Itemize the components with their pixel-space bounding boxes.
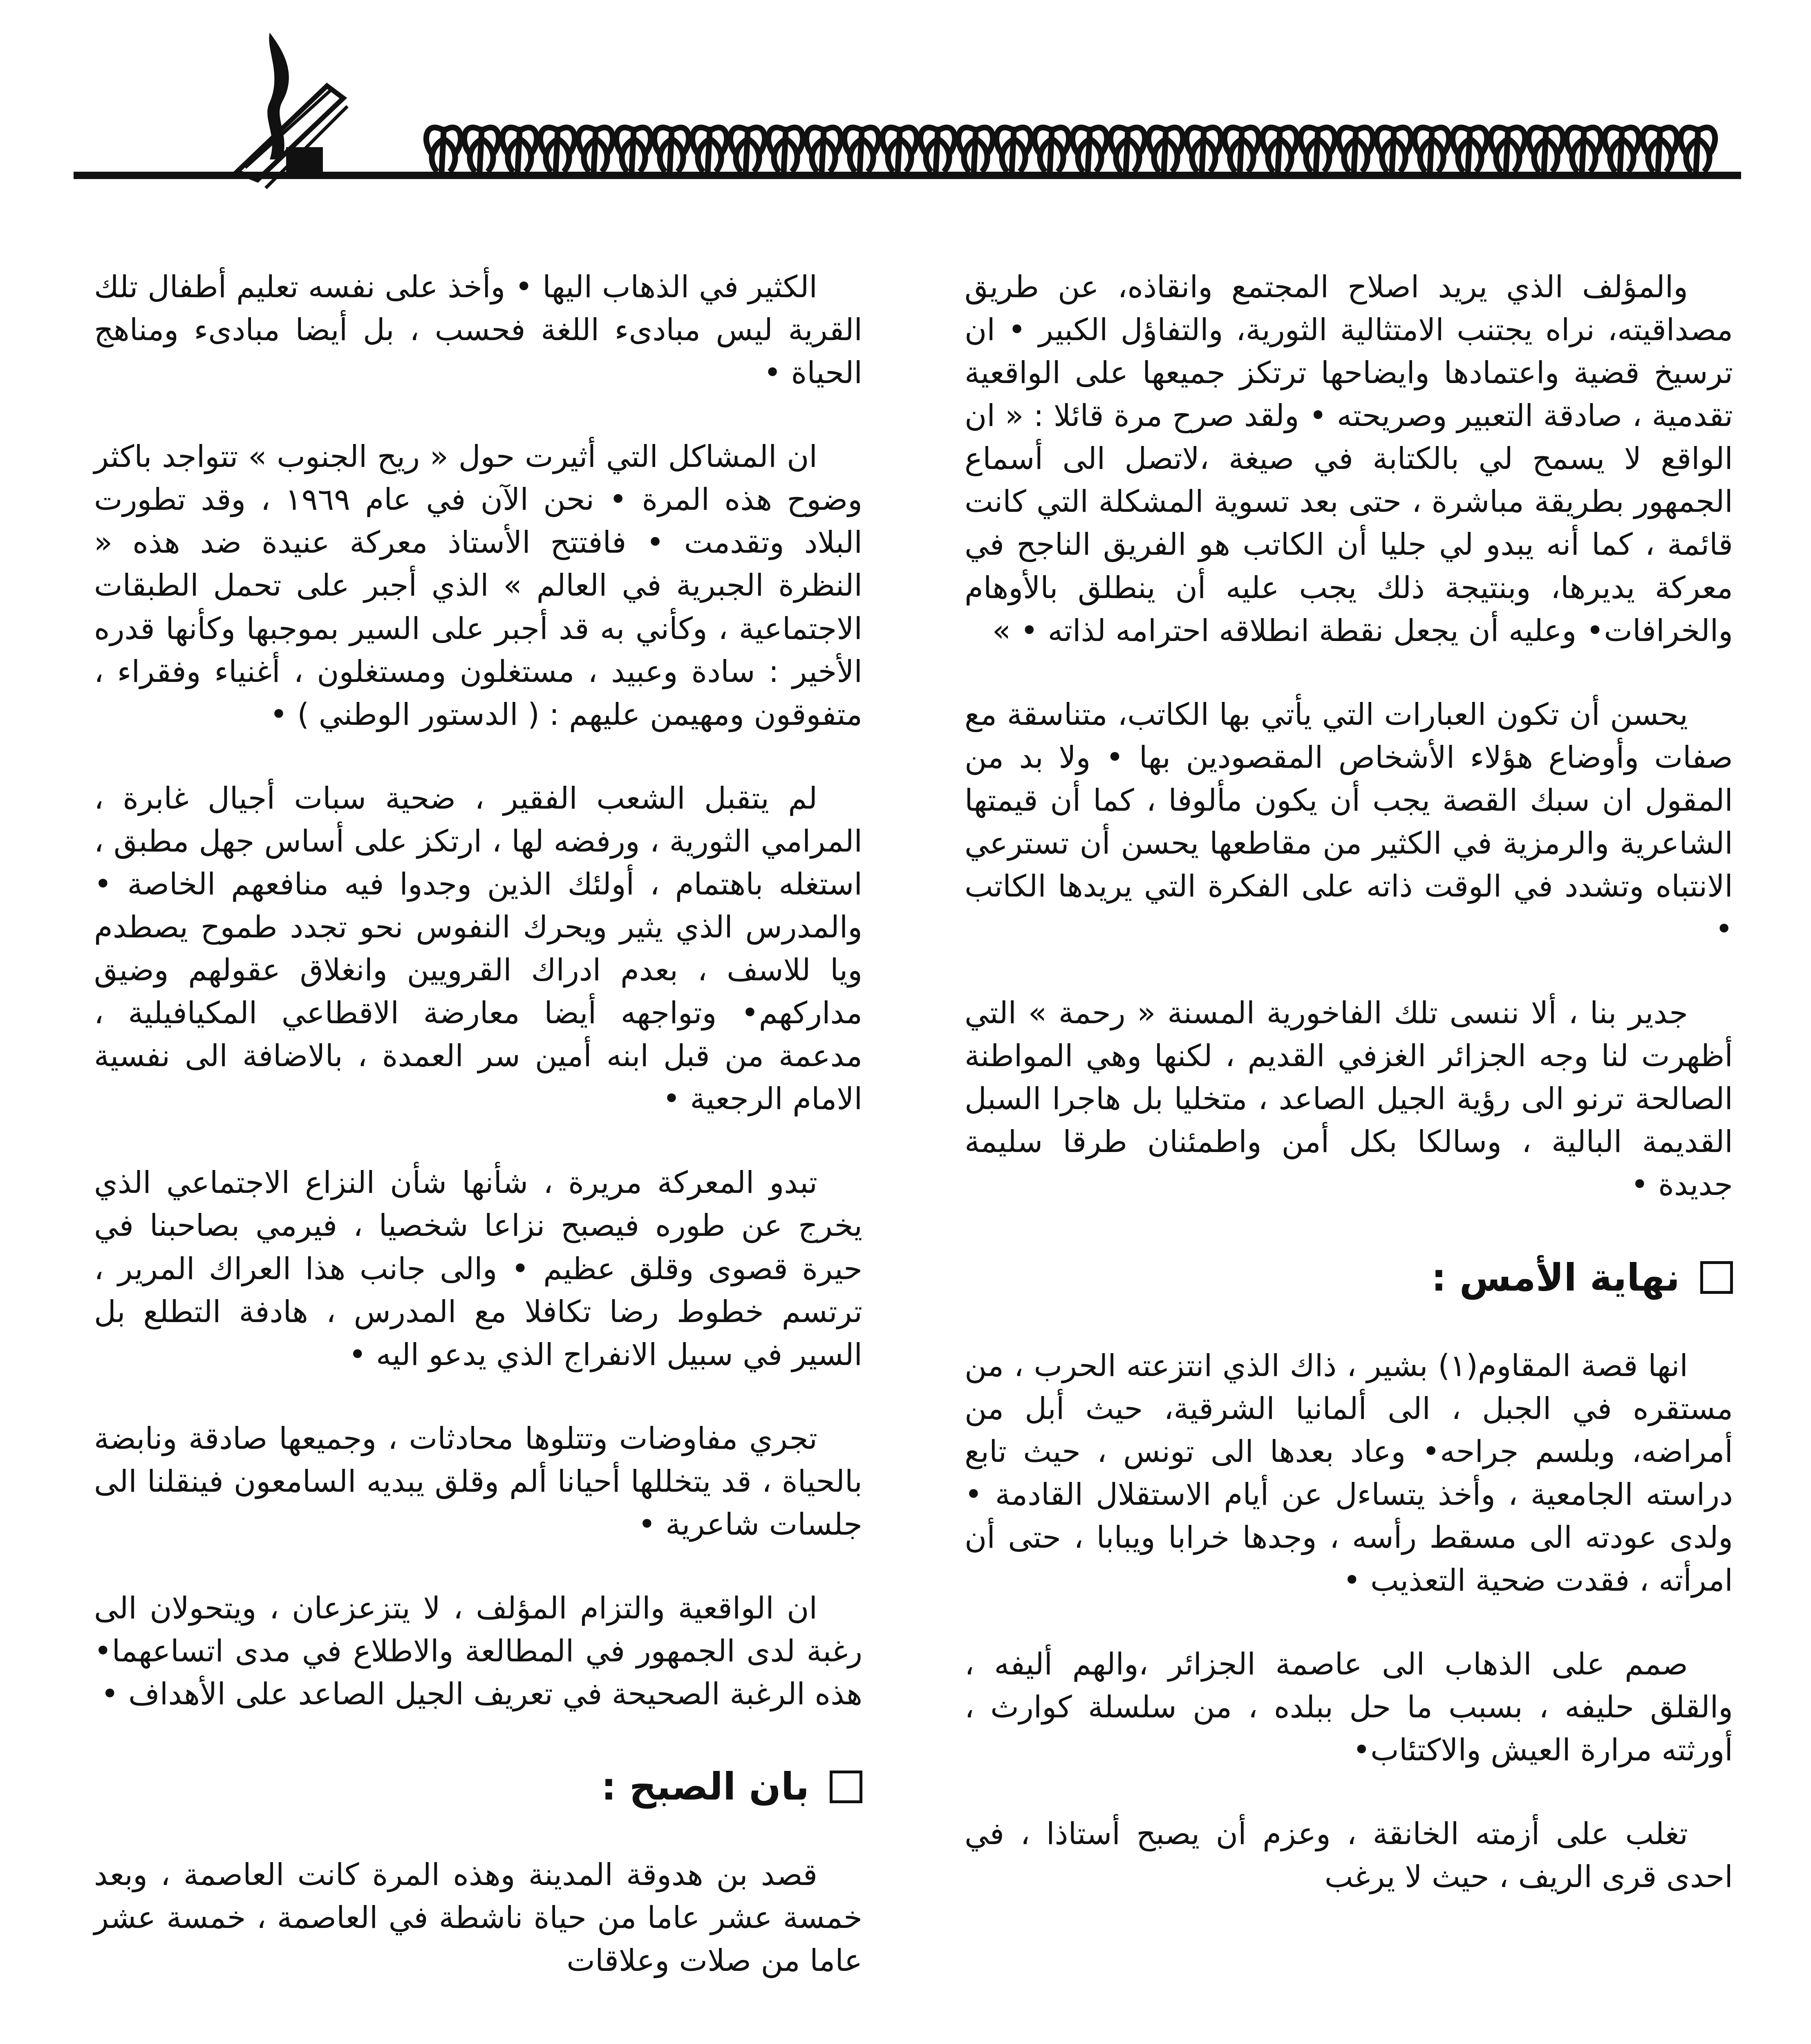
palm-ornament bbox=[882, 127, 917, 176]
palm-ornament bbox=[1605, 127, 1639, 176]
section-heading bbox=[94, 1765, 862, 1809]
palm-ornament bbox=[1339, 127, 1373, 176]
header-ornament bbox=[74, 25, 1741, 204]
palm-ornament bbox=[692, 127, 727, 176]
palm-ornament bbox=[616, 127, 651, 176]
palm-ornament bbox=[1072, 127, 1107, 176]
palm-ornament bbox=[920, 127, 955, 176]
pen-and-inkwell-icon bbox=[237, 33, 347, 188]
palm-ornament bbox=[1224, 127, 1259, 176]
palm-ornament bbox=[464, 127, 499, 176]
palm-ornament bbox=[806, 127, 841, 176]
palm-ornament bbox=[1643, 127, 1677, 176]
left-column bbox=[94, 266, 862, 2024]
paragraph: تغلب على أزمته الخانقة ، وعزم أن يصبح أستاذا ، في احدى قرى الريف ، حيث لا يرغب bbox=[965, 1816, 1733, 1895]
paragraph: لم يتقبل الشعب الفقير ، ضحية سبات أجيال غابرة ، المرامي الثورية ، ورفضه لها ، ارتكز على أساس جهل مطبق ، استغله باهتمام ، أولئك الذين وجدوا فيه منافعهم الخاصة • والمدرس الذي يثير ويحرك النفوس نحو تجدد طموح يصطدم ويا للاسف ، بعدم ادراك القرويين وانغلاق عقولهم وضيق مداركهم• وتواجهه أيضا معارضة الاقطاعي المكيافيلية ، مدعمة من قبل ابنه أمين سر العمدة ، بالاضافة الى نفسية الامام الرجعية • bbox=[94, 780, 862, 1117]
section-heading-text: بان الصبح : bbox=[601, 1765, 809, 1809]
palm-ornament bbox=[730, 127, 765, 176]
palm-ornament bbox=[1681, 127, 1715, 176]
section-heading-text: نهاية الأمس : bbox=[1431, 1255, 1680, 1300]
paragraph: ان المشاكل التي أثيرت حول « ريح الجنوب » تتواجد باكثر وضوح هذه المرة • نحن الآن في عام ١٩٦٩ ، وقد تطورت البلاد وتقدمت • فافتتح الأستاذ معركة عنيدة ضد هذه « النظرة الجبرية في العالم » الذي أجبر على تحمل الطبقات الاجتماعية ، وكأني به قد أجبر على السير بموجبها وكأنها قدره الأخير : سادة وعبيد ، مستغلون ومستغلون ، أغنياء وفقراء ، متفوقون ومهيمن عليهم : ( الدستور الوطني ) • bbox=[94, 439, 862, 732]
palm-ornament bbox=[1529, 127, 1563, 176]
paragraph: الكثير في الذهاب اليها • وأخذ على نفسه تعليم أطفال تلك القرية ليس مبادىء اللغة فحسب ، بل أيضا مبادىء ومناهج الحياة • bbox=[94, 269, 862, 391]
palm-ornament bbox=[1110, 127, 1145, 176]
palm-ornament bbox=[1567, 127, 1601, 176]
palm-ornament bbox=[1415, 127, 1449, 176]
palm-ornament bbox=[1186, 127, 1221, 176]
palm-ornament bbox=[502, 127, 537, 176]
palm-ornament bbox=[1453, 127, 1487, 176]
paragraph: قصد بن هدوقة المدينة وهذه المرة كانت العاصمة ، وبعد خمسة عشر عاما من حياة ناشطة في العاصمة ، خمسة عشر عاما من صلات وعلاقات bbox=[94, 1857, 862, 1979]
palm-ornament bbox=[1034, 127, 1069, 176]
palm-frieze bbox=[426, 127, 1715, 176]
paragraph: والمؤلف الذي يريد اصلاح المجتمع وانقاذه، عن طريق مصداقيته، نراه يجتنب الامتثالية الثورية، والتفاؤل الكبير • ان ترسيخ قضية واعتمادها وايضاحها ترتكز جميعها على الواقعية تقدمية ، صادقة التعبير وصريحته • ولقد صرح مرة قائلا : « ان الواقع لا يسمح لي بالكتابة في صيغة ،لاتصل الى أسماع الجمهور بطريقة مباشرة ، حتى بعد تسوية المشكلة التي كانت قائمة ، كما أنه يبدو لي جليا أن الكاتب هو الفريق الناجح في معركة يديرها، وبنتيجة ذلك يجب عليه أن ينطلق بالأوهام والخرافات• وعليه أن يجعل نقطة انطلاقه احترامه لذاته • » bbox=[965, 269, 1733, 648]
paragraph: صمم على الذهاب الى عاصمة الجزائر ،والهم أليفه ، والقلق حليفه ، بسبب ما حل ببلده ، من سلسلة كوارث ، أورثته مرارة العيش والاكتئاب• bbox=[965, 1647, 1733, 1768]
paragraph: تبدو المعركة مريرة ، شأنها شأن النزاع الاجتماعي الذي يخرج عن طوره فيصبح نزاعا شخصيا ، فيرمي بصاحبنا في حيرة قصوى وقلق عظيم • والى جانب هذا العراك المرير ، ترتسم خطوط رضا تكافلا مع المدرس ، هادفة التطلع بل السير في سبيل الانفراج الذي يدعو اليه • bbox=[94, 1165, 862, 1372]
palm-ornament bbox=[958, 127, 993, 176]
palm-frieze-decoration bbox=[74, 25, 1741, 204]
right-column bbox=[965, 266, 1733, 1939]
palm-ornament bbox=[578, 127, 613, 176]
palm-ornament bbox=[1377, 127, 1411, 176]
paragraph: يحسن أن تكون العبارات التي يأتي بها الكاتب، متناسقة مع صفات وأوضاع هؤلاء الأشخاص المقصودين بها • ولا بد من المقول ان سبك القصة يجب أن يكون مألوفا ، كما أن قيمتها الشاعرية والرمزية في الكثير من مقاطعها يحسن أن تسترعي الانتباه وتشدد في الوقت ذاته على الفكرة التي يريدها الكاتب • bbox=[965, 697, 1733, 947]
palm-ornament bbox=[1263, 127, 1297, 176]
paragraph: ان الواقعية والتزام المؤلف ، لا يتزعزعان ، ويتحولان الى رغبة لدى الجمهور في المطالعة والاطلاع في مدى اتساعهما• هذه الرغبة الصحيحة في تعريف الجيل الصاعد على الأهداف • bbox=[94, 1591, 862, 1712]
palm-ornament bbox=[1148, 127, 1183, 176]
checkbox-square-icon bbox=[830, 1771, 862, 1803]
palm-ornament bbox=[1491, 127, 1525, 176]
palm-ornament bbox=[654, 127, 689, 176]
palm-ornament bbox=[768, 127, 803, 176]
palm-ornament bbox=[996, 127, 1031, 176]
section-heading bbox=[965, 1256, 1733, 1300]
paragraph: تجري مفاوضات وتتلوها محادثات ، وجميعها صادقة ونابضة بالحياة ، قد يتخللها أحيانا ألم وقلق يبديه السامعون فينقلنا الى جلسات شاعرية • bbox=[94, 1421, 862, 1542]
palm-ornament bbox=[1301, 127, 1335, 176]
paragraph: انها قصة المقاوم(١) بشير ، ذاك الذي انتزعته الحرب ، من مستقره في الجبل ، الى ألمانيا الشرقية، حيث أبل من أمراضه، وبلسم جراحه• وعاد بعدها الى تونس ، حيث تابع دراسته الجامعية ، وأخذ يتساءل عن أيام الاستقلال القادمة • ولدى عودته الى مسقط رأسه ، وجدها خرابا ويبابا ، حتى أن امرأته ، فقدت ضحية التعذيب • bbox=[965, 1348, 1733, 1598]
palm-ornament bbox=[426, 127, 461, 176]
checkbox-square-icon bbox=[1700, 1261, 1733, 1294]
palm-ornament bbox=[844, 127, 879, 176]
palm-ornament bbox=[540, 127, 575, 176]
paragraph: جدير بنا ، ألا ننسى تلك الفاخورية المسنة « رحمة » التي أظهرت لنا وجه الجزائر الغزفي القديم ، لكنها وهي المواطنة الصالحة ترنو الى رؤية الجيل الصاعد ، متخليا بل هاجرا السبل القديمة البالية ، وسالكا بكل أمن واطمئنان طرقا سليمة جديدة • bbox=[965, 995, 1733, 1203]
